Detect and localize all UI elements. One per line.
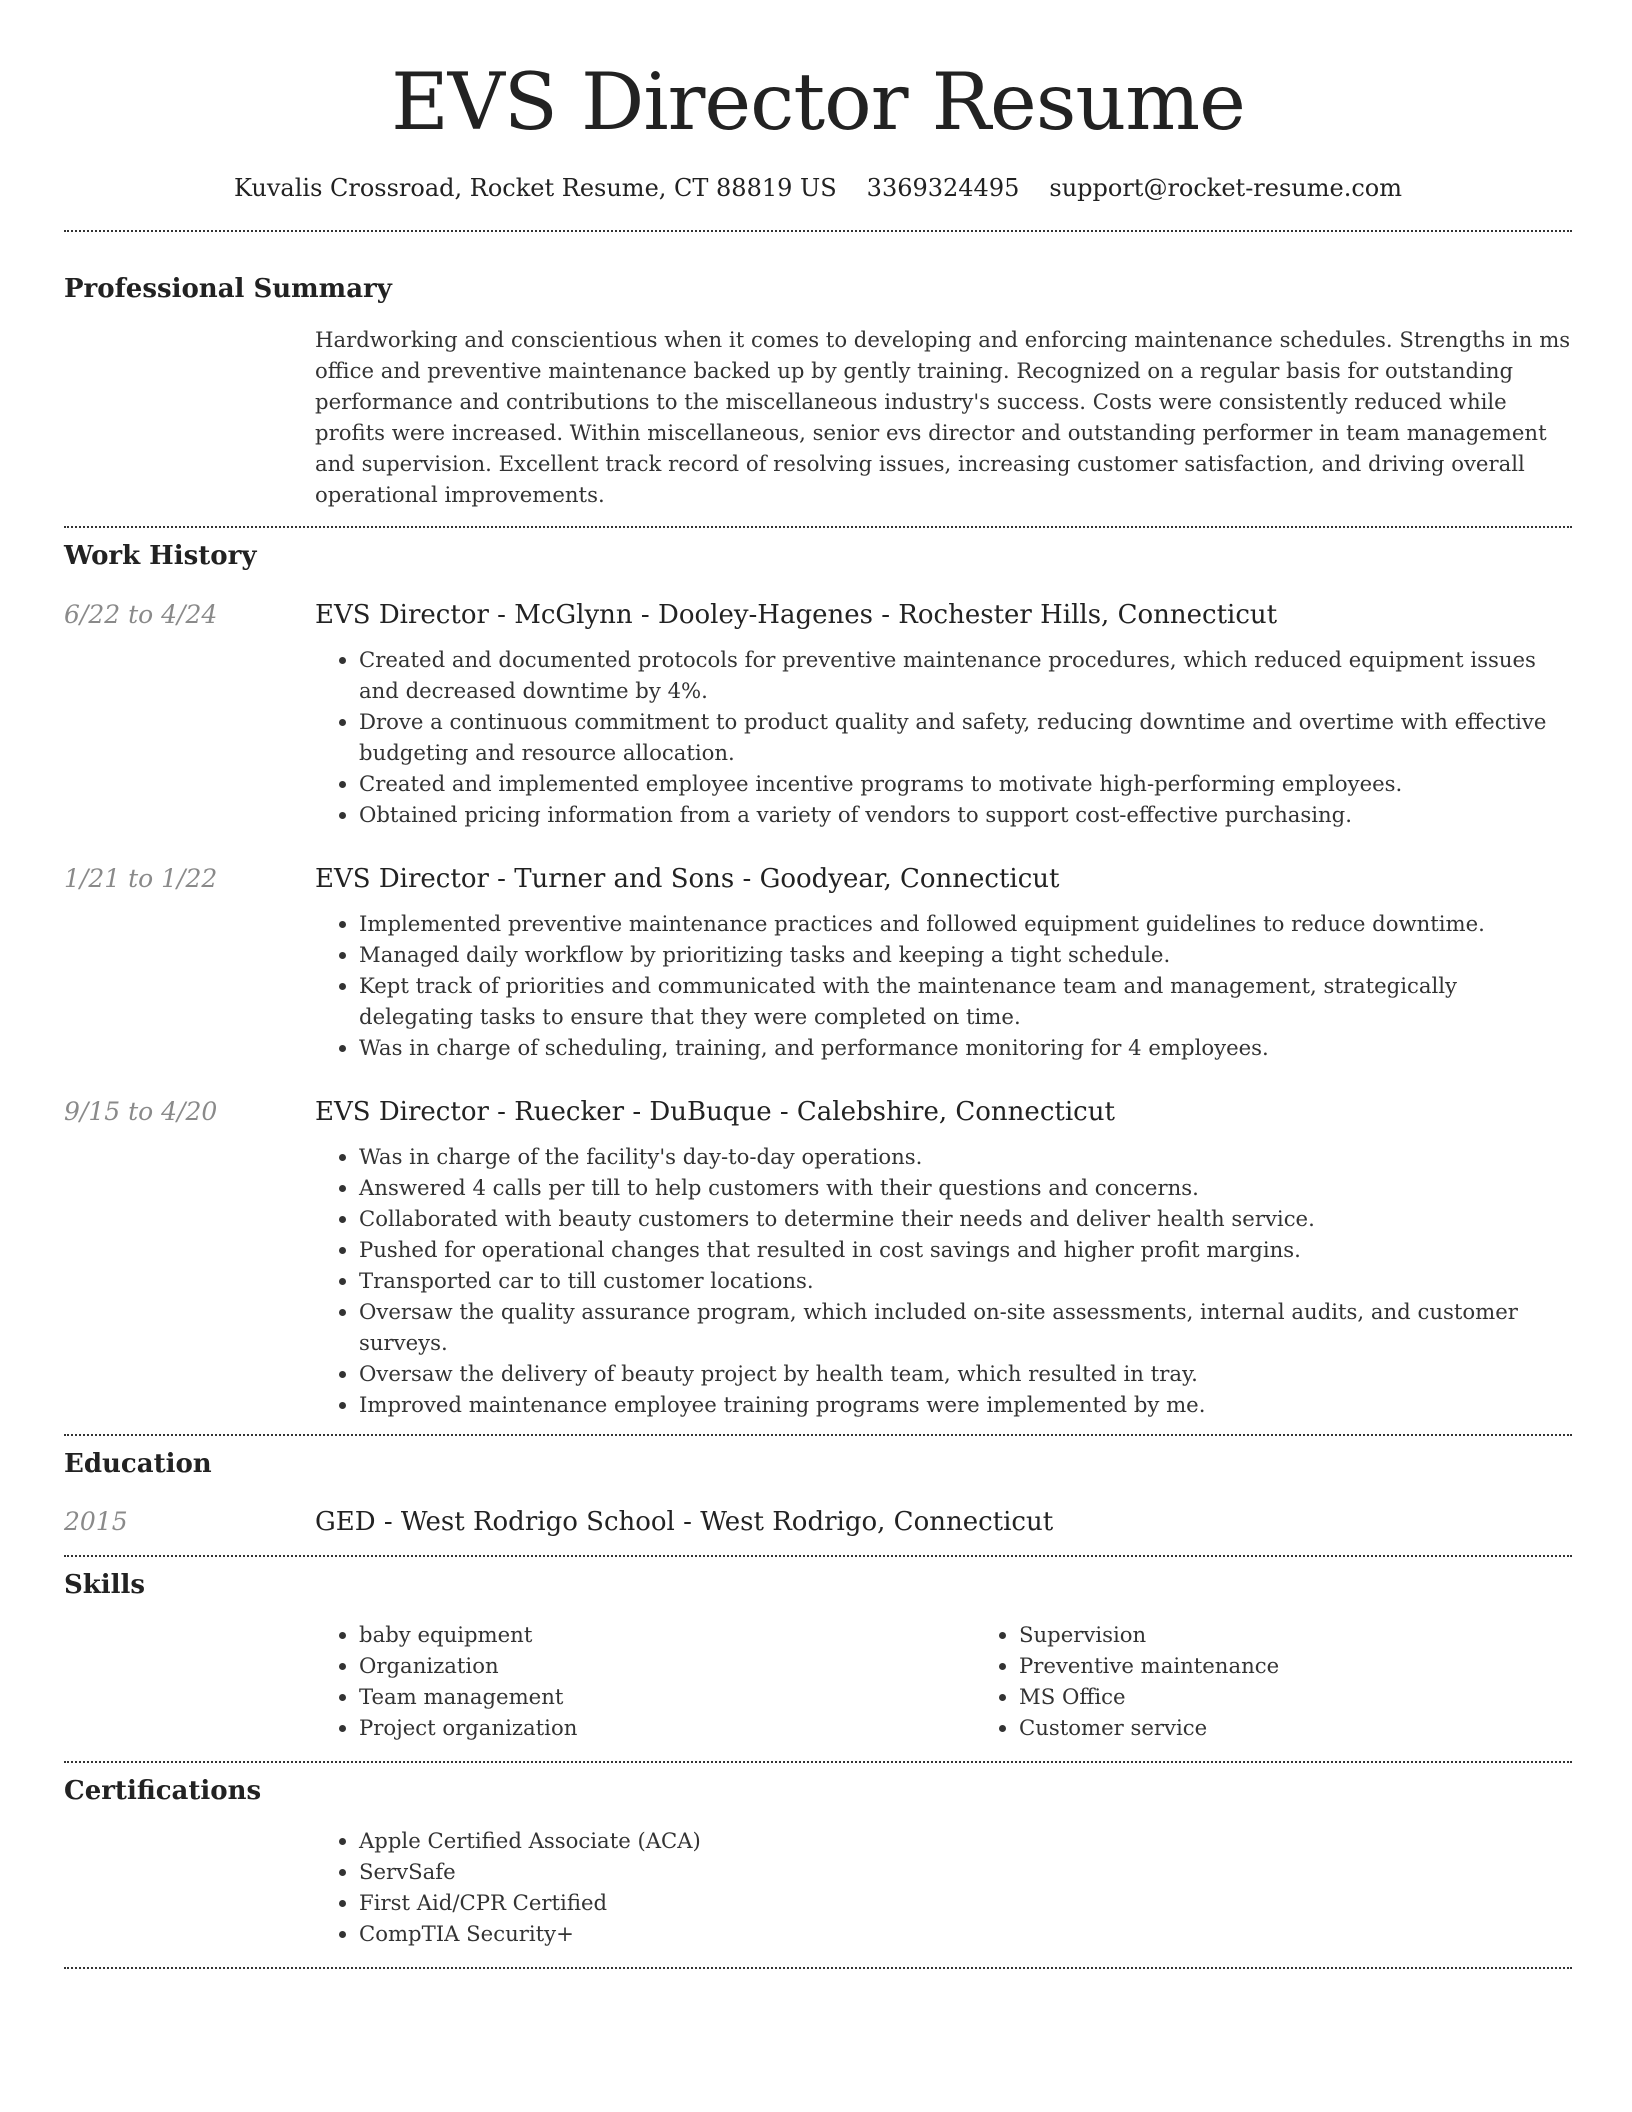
job-entry [64,1095,1572,1420]
list-item: • Oversaw the delivery of beauty project by health team, which resulted in tray. [359,1358,1572,1389]
section-title-summary: Professional Summary [64,274,392,304]
list-item: • Customer service [1019,1712,1632,1743]
list-item: • Improved maintenance employee training programs were implemented by me. [359,1389,1572,1420]
list-item: • Answered 4 calls per till to help customers with their questions and concerns. [359,1172,1572,1203]
divider [64,526,1572,528]
divider [64,1434,1572,1436]
list-item: • First Aid/CPR Certified [359,1887,1572,1918]
education-section [64,1447,1572,1539]
list-item: • Created and implemented employee incentive programs to motivate high-performing employees. [359,768,1572,799]
job-bullets [315,908,1572,1063]
job-dates: 9/15 to 4/20 [64,1097,218,1126]
divider [64,1761,1572,1763]
job-dates: 1/21 to 1/22 [64,864,218,893]
job-bullets [315,1141,1572,1420]
skills-list [315,1619,1632,1743]
list-item: • Supervision [1019,1619,1632,1650]
list-item: • Preventive maintenance [1019,1650,1632,1681]
resume-title: EVS Director Resume [391,56,1245,148]
job-entry [64,598,1572,830]
divider [64,1555,1572,1557]
job-bullets [315,644,1572,830]
list-item: • baby equipment [359,1619,975,1650]
list-item: • Transported car to till customer locations. [359,1265,1572,1296]
summary-section [64,272,1572,510]
education-year: 2015 [64,1507,128,1536]
email: support@rocket-resume.com [1049,174,1402,202]
divider [64,230,1572,232]
section-title-skills: Skills [64,1570,146,1600]
list-item: • ServSafe [359,1856,1572,1887]
list-item: • Was in charge of the facility's day-to-day operations. [359,1141,1572,1172]
job-title: EVS Director - Turner and Sons - Goodyear, Connecticut [315,864,1060,894]
list-item: • Obtained pricing information from a variety of vendors to support cost-effective purchasing. [359,799,1572,830]
section-title-certifications: Certifications [64,1776,262,1806]
list-item: • Implemented preventive maintenance practices and followed equipment guidelines to reduce downtime. [359,908,1572,939]
contact-line [64,172,1572,204]
resume-page [64,0,1572,1969]
list-item: • Created and documented protocols for preventive maintenance procedures, which reduced equipment issues and decreased downtime by 4%. [359,644,1572,706]
work-history-section [64,539,1572,1420]
address: Kuvalis Crossroad, Rocket Resume, CT 88819 US [233,174,837,202]
list-item: • Organization [359,1650,975,1681]
divider [64,1967,1572,1969]
list-item: • Was in charge of scheduling, training, and performance monitoring for 4 employees. [359,1032,1572,1063]
job-title: EVS Director - McGlynn - Dooley-Hagenes - Rochester Hills, Connecticut [315,600,1278,630]
list-item: • Kept track of priorities and communicated with the maintenance team and management, strategically delegating tasks to ensure that they were completed on time. [359,970,1572,1032]
section-title-work-history: Work History [64,541,257,571]
education-detail: GED - West Rodrigo School - West Rodrigo, Connecticut [315,1507,1054,1537]
list-item: • Managed daily workflow by prioritizing tasks and keeping a tight schedule. [359,939,1572,970]
phone: 3369324495 [866,174,1020,202]
list-item: • Oversaw the quality assurance program, which included on-site assessments, internal audits, and customer surveys. [359,1296,1572,1358]
skills-section [64,1568,1572,1743]
education-entry [64,1505,1572,1539]
certifications-list [315,1825,1572,1949]
list-item: • Collaborated with beauty customers to determine their needs and deliver health service. [359,1203,1572,1234]
job-title: EVS Director - Ruecker - DuBuque - Calebshire, Connecticut [315,1097,1115,1127]
list-item: • Apple Certified Associate (ACA) [359,1825,1572,1856]
summary-text: Hardworking and conscientious when it comes to developing and enforcing maintenance schedules. Strengths in ms office and preventive maintenance backed up by gently training. Recognized on a regular basis for outstanding performance and contributions to the miscellaneous industry's success. Costs were consistently reduced while profits were increased. Within miscellaneous, senior evs director and outstanding performer in team management and supervision. Excellent track record of resolving issues, increasing customer satisfaction, and driving overall operational improvements. [315,327,1571,507]
skills-column-right [975,1619,1632,1743]
list-item: • Project organization [359,1712,975,1743]
skills-column-left [315,1619,975,1743]
list-item: • Drove a continuous commitment to product quality and safety, reducing downtime and overtime with effective budgeting and resource allocation. [359,706,1572,768]
section-title-education: Education [64,1449,212,1479]
certifications-section [64,1774,1572,1949]
list-item: • Team management [359,1681,975,1712]
job-entry [64,862,1572,1063]
list-item: • CompTIA Security+ [359,1918,1572,1949]
job-dates: 6/22 to 4/24 [64,600,218,629]
list-item: • MS Office [1019,1681,1632,1712]
list-item: • Pushed for operational changes that resulted in cost savings and higher profit margins. [359,1234,1572,1265]
